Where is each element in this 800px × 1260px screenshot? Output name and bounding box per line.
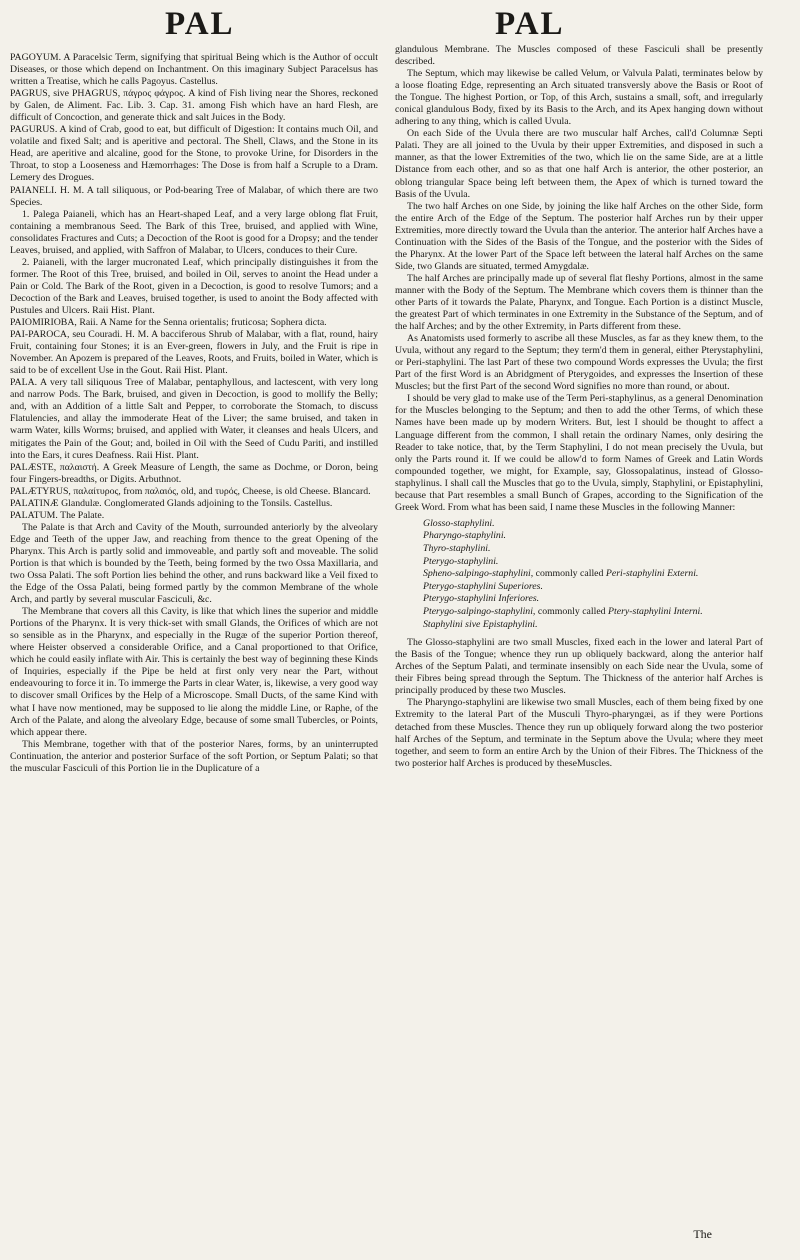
entry-pagurus: PAGURUS. A kind of Crab, good to eat, but difficult of Digestion: It contains much Oil, and volatile and fixed Salt; and is aperitive and pectoral. The Shell, Claws, and the Stone in its Head, are aperitive and alcaline, good for the Stone, to provoke Urine, for Disorders in the Throat, to stop a Looseness and Hæmorrhages: The Dose is from half a Scruple to a Dram. Lemery des Drogues.: [10, 124, 378, 184]
list-item: Spheno-salpingo-staphylini, commonly called Peri-staphylini Externi.: [423, 568, 699, 580]
paragraph-peri-staphylinus: I should be very glad to make use of the Term Peri-staphylinus, as a general Denomination for the Muscles belonging to the Septum; and then to add the other Terms, of which these Names have been made up by modern Writers. But, lest I should be thought to affect a Language different from the common, I shall retain the ordinary Names, only desiring the Reader to take notice, that, by the Term Staphylini, I do not mean precisely the Uvula, but only the Parts round it. If we could be allow'd to form Names of Greek and Latin Words compounded together, we might, for Example, say, Glossopalatinus, instead of Glosso-staphylinus. I shall call the Muscles that go to the Uvula, simply, Staphylini, or Epistaphylini, because that Part resembles a small Bunch of Grapes, according to the Signification of the Greek Word. From what has been said, I name these Muscles in the following Manner:: [395, 393, 763, 513]
palatum-paragraph-membrane: The Membrane that covers all this Cavity, is like that which lines the superior and middle Portions of the Pharynx. It is very thick-set with small Glands, the Orifices of which are not so sensible as in the Pharynx, and especially in the Rugæ of the superior Portion thereof, where Heister observed a considerable Orifice, and a Canal proportioned to that Orifice, which he could easily inflate with Air. This is certainly the best way of beginning these Kinds of Inquiries, especially if the Pipe be held at first only very near the Part, without endeavouring to force it in. To immerge the Parts in clear Water, is, likewise, a very good way to discover small Orifices by the Help of a Microscope. Small Ducts, of the same Kind with what I have now mentioned, may be supposed to lie along the middle Line, or Raphe, of the Arch of the Palate, and along the alveolary Edge, because of some small Tubercles, or Points, which appear there.: [10, 606, 378, 738]
paragraph-pharyngo-staphylini: The Pharyngo-staphylini are likewise two small Muscles, each of them being fixed by one Extremity to the lateral Part of the Musculi Thyro-pharyngæi, as if they were Portions detached from these Muscles. Thence they run up obliquely forward along the two posterior half Arches of the Septum, and terminate in the Septum above the Uvula; where they meet together, and seem to form an entire Arch by the Union of their Fibres. The Thickness of the two posterior half Arches is produced by theseMuscles.: [395, 697, 763, 769]
paragraph-glosso-staphylini: The Glosso-staphylini are two small Muscles, fixed each in the lower and lateral Part of the Basis of the Tongue; whence they run up obliquely backward, along the anterior half Arches of the Septum Palati, and terminate insensibly on each Side near the Uvula, some of their Fibres being spread through the Septum. The Thickness of the anterior half Arches is principally produced by these two Muscles.: [395, 637, 763, 697]
catchword: The: [693, 1227, 712, 1241]
entry-palatinae: PALATINÆ Glandulæ. Conglomerated Glands adjoining to the Tonsils. Castellus.: [10, 497, 333, 509]
palatum-paragraph-septum: This Membrane, together with that of the posterior Nares, forms, by an uninterrupted Continuation, the anterior and posterior Surface of the soft Portion, or Septum Palati; so that the muscular Fasciculi of this Portion lie in the Duplicature of a: [10, 738, 378, 774]
list-item: Pharyngo-staphylini.: [423, 530, 506, 542]
list-item: Thyro-staphylini.: [423, 543, 491, 555]
list-item: Pterygo-staphylini Inferiores.: [423, 593, 540, 605]
running-header-right: PAL: [495, 6, 565, 42]
entry-paiomirioba: PAIOMIRIOBA, Raii. A Name for the Senna orientalis; fruticosa; Sophera dicta.: [10, 317, 327, 329]
paragraph-velum: The Septum, which may likewise be called Velum, or Valvula Palati, terminates below by a loose floating Edge, representing an Arch situated transversly above the Basis or Root of the Tongue. The highest Portion, or Top, of this Arch, sustains a small, soft, and irregularly conical glandulous Body, fixed by its Basis to the Arch, and its Apex hanging down without adhering to any thing, which is called Uvula.: [395, 68, 763, 128]
entry-pai-paroca: PAI-PAROCA, seu Couradi. H. M. A bacciferous Shrub of Malabar, with a flat, round, hairy Fruit, containing four Stones; it is an Ever-green, flowers in July, and the Fruit is ripe in November. An Apozem is prepared of the Leaves, Roots, and Fruits, boiled in Water, which is said to be of excellent Use in the Gout. Raii Hist. Plant.: [10, 329, 378, 377]
entry-paianeli-species-1: 1. Palega Paianeli, which has an Heart-shaped Leaf, and a very large oblong flat Fruit, containing a membranous Seed. The Bark of this Tree, bruised, and applied with Wine, consolidates Fractures and Cuts; a Decoction of the Root is good for a Dropsy; and the tender Leaves, bruised, and applied, with Saffron of Malabar, to Ulcers, conduces to their Cure.: [10, 208, 378, 256]
running-header-left: PAL: [165, 6, 235, 42]
entry-pagrus: PAGRUS, sive PHAGRUS, πάγρος φάγρος. A kind of Fish living near the Shores, reckoned by Galen, de Aliment. Fac. Lib. 3. Cap. 31. among Fish which have an hard Flesh, are difficult of Concoction, and generate thick and salt Juices in the Body.: [10, 88, 378, 124]
list-item: Staphylini sive Epistaphylini.: [423, 618, 538, 630]
entry-pagoyum: PAGOYUM. A Paracelsic Term, signifying that spiritual Being which is the Author of occult Diseases, or those which depend on Inchantment. On this imaginary Subject Paracelsus has written a Treatise, which he calls Pagoyus. Castellus.: [10, 52, 378, 88]
entry-palaeste: PALÆSTE, παλαιστή. A Greek Measure of Length, the same as Dochme, or Doron, being four Fingers-breadths, or Digits. Arbuthnot.: [10, 461, 378, 485]
paragraph-half-arches: The two half Arches on one Side, by joining the like half Arches on the other Side, form the entire Arch of the Edge of the Septum. The posterior half Arches run by their upper Extremities, more directly toward the Uvula than the anterior. The anterior half Arches have a Continuation with the Sides of the Basis of the Tongue, and the posterior with the Sides of the Pharynx. At the lower Part of the Space left between the lateral half Arches on the same Side, two Glands are situated, termed Amygdalæ.: [395, 200, 763, 272]
list-item: Pterygo-salpingo-staphylini, commonly called Ptery-staphylini Interni.: [423, 605, 703, 617]
muscle-name-list: [423, 518, 763, 631]
entry-paianeli-species-2: 2. Paianeli, with the larger mucronated Leaf, which principally distinguishes it from the former. The Root of this Tree, bruised, and boiled in Oil, serves to anoint the Head under a Pain or Cold. The Bark of the Root, given in a Decoction, is good to resolve Tumors; and a Decoction of the Bark and Leaves, bruised together, is used to anoint the Body affected with Pustules and Ulcers. Raii Hist. Plant.: [10, 256, 378, 316]
paragraph-columnae: On each Side of the Uvula there are two muscular half Arches, call'd Columnæ Septi Palati. They are all joined to the Uvula by their upper Extremities, and disposed in such a manner, as that the lower Extremities of the two, which lie on the same Side, are at a little Distance from each other, and so as that one half Arch is anterior, the other posterior, an oblong triangular Space being left between them, the Apex of which is turned toward the Basis of the Uvula.: [395, 128, 763, 200]
entry-pala: PALA. A very tall siliquous Tree of Malabar, pentaphyllous, and lactescent, with very long and narrow Pods. The Bark, bruised, and given in Decoction, is good to mollify the Belly; and, with an Addition of a little Salt and Pepper, to corroborate the Stomach, to discuss Flatulencies, and allay the immoderate Heat of the Liver; the same bruised, and taken in warm Water, kills Worms; bruised, and applied with Water, it cleanses and heals Ulcers, and mitigates the Pain of the Gout; and, boiled in Oil with the Seed of Cudu Pariti, and instilled into the Ears, it cures Deafness. Raii Hist. Plant.: [10, 377, 378, 461]
paragraph-fleshy-portions: The half Arches are principally made up of several flat fleshy Portions, almost in the same manner with the Body of the Septum. The Membrane which covers them is thinner than the other Parts of it towards the Palate, Pharynx, and Tongue. Each Portion is a distinct Muscle, the greatest Part of which terminates in one Extremity in the Substance of the Septum, and of the half Arches; and by the other Extremity, in Parts different from these.: [395, 272, 763, 333]
entry-palaetyrus: PALÆTYRUS, παλαίτυρος, from παλαιός, old, and τυρός, Cheese, is old Cheese. Blancard.: [10, 485, 371, 497]
list-item: Glosso-staphylini.: [423, 517, 495, 529]
right-column: [395, 44, 763, 770]
paragraph-continuation: glandulous Membrane. The Muscles composed of these Fasciculi shall be presently described.: [395, 44, 763, 68]
palatum-paragraph-arch: The Palate is that Arch and Cavity of the Mouth, surrounded anteriorly by the alveolary Edge and Teeth of the upper Jaw, and reaching from thence to the great Opening of the Pharynx. This Arch is partly solid and immoveable, and partly soft and moveable. The solid Portion is that which is bounded by the Teeth, being formed by the two Ossa Maxillaria, and two Ossa Palati. The soft Portion lies behind the other, and runs backward like a Veil fixed to the Edge of the Ossa Palati, being formed partly by the common Membrane of the whole Arch, and partly by several muscular Fasciculi, &c.: [10, 521, 378, 606]
entry-paianeli: PAIANELI. H. M. A tall siliquous, or Pod-bearing Tree of Malabar, of which there are two Species.: [10, 184, 378, 208]
list-item: Pterygo-staphylini.: [423, 555, 499, 567]
entry-palatum: PALATUM. The Palate.: [10, 509, 105, 521]
paragraph-anatomists: As Anatomists used formerly to ascribe all these Muscles, as far as they knew them, to the Uvula, without any regard to the Septum; they term'd them in general, either Pterystaphylini, or Peri-staphylini. The last Part of these two compound Words expresses the Uvula; the first Part of the first Word is an Abridgment of Pterygoides, and expresses the Insertion of these Muscles; but the first Part of the second Word signifies no more than round, or about.: [395, 333, 763, 393]
left-column: [10, 52, 378, 775]
list-item: Pterygo-staphylini Superiores.: [423, 580, 543, 592]
